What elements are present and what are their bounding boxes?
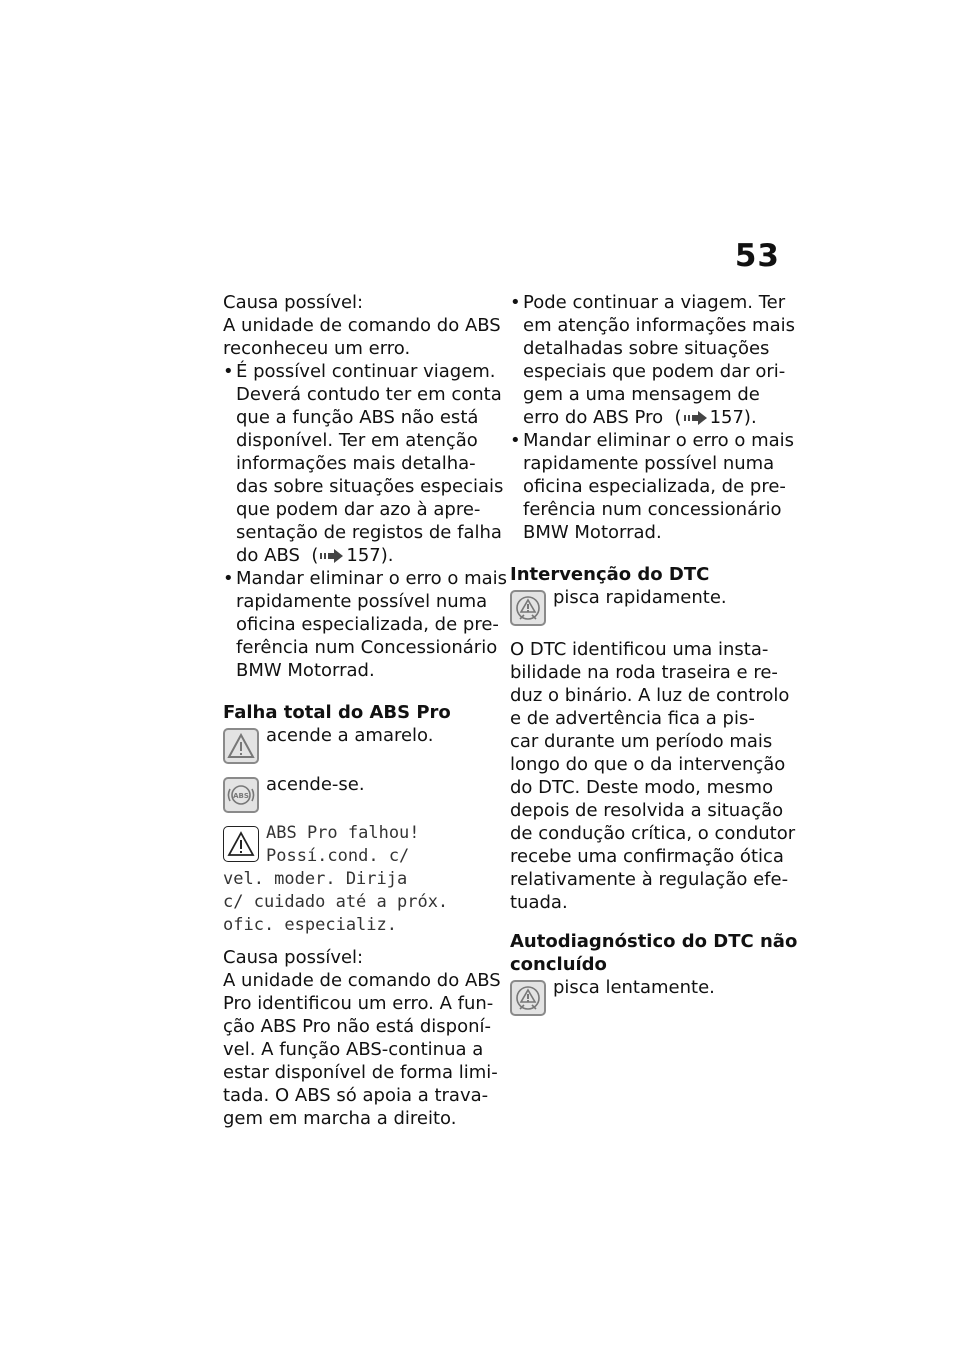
cause-description: A unidade de comando do ABS reconheceu um erro. bbox=[223, 315, 501, 359]
bullet-can-continue: • Pode continuar a viagem. Ter em atenção informações mais detalhadas sobre situações especiais que podem dar ori- gem a uma mensagem de erro do ABS Pro ( 157). bbox=[510, 292, 795, 428]
warning-light-text: acende a amarelo. bbox=[266, 725, 434, 746]
warning-light-row bbox=[223, 724, 495, 764]
display-message-header: ABS Pro falhou! Possí.cond. c/ bbox=[223, 822, 495, 868]
section-heading-dtc-intervention: Intervenção do DTC bbox=[510, 564, 710, 585]
page-ref-arrow-icon bbox=[320, 549, 344, 563]
abs-light-icon bbox=[223, 777, 259, 813]
section-heading-dtc-self-diagnosis: Autodiagnóstico do DTC não concluído bbox=[510, 931, 798, 975]
display-message: ABS Pro falhou! Possí.cond. c/ vel. moder. Dirija c/ cuidado até a próx. ofic. especializ. bbox=[223, 822, 495, 937]
bullet-dot-icon: • bbox=[510, 430, 521, 451]
bullet-dot-icon: • bbox=[223, 568, 234, 589]
bullet-dot-icon: • bbox=[510, 292, 521, 313]
general-warning-light-icon bbox=[223, 728, 259, 764]
bullet-continue-journey: • É possível continuar viagem. Deverá contudo ter em conta que a função ABS não está disponível. Ter em atenção informações mais detalha- das sobre situações especiais que podem dar azo à apre- sentação de registos de falha do ABS ( 157). bbox=[223, 361, 504, 566]
page-reference[interactable]: erro do ABS Pro ( 157). bbox=[523, 407, 757, 428]
left-column bbox=[223, 291, 508, 1130]
abs-light-text: acende-se. bbox=[266, 774, 365, 795]
dtc-fast-text: pisca rapidamente. bbox=[553, 587, 727, 608]
right-column bbox=[510, 291, 798, 1016]
bullet-eliminate-error-right: • Mandar eliminar o erro o mais rapidamente possível numa oficina especializada, de pre- ferência num concessionário BMW Motorrad. bbox=[510, 430, 795, 543]
dtc-description: O DTC identificou uma insta- bilidade na roda traseira e re- duz o binário. A luz de controlo e de advertência fica a pis- car durante um período mais longo do que o da intervenção do DTC. Deste modo, mesmo depois de resolvida a situação de condução crítica, o condutor recebe uma confirmação ótica relativamente à regulação efe- tuada. bbox=[510, 639, 796, 913]
dtc-fast-row bbox=[510, 586, 782, 626]
bullet-dot-icon: • bbox=[223, 361, 234, 382]
abs-light-row bbox=[223, 773, 495, 813]
cause-label-2: Causa possível: bbox=[223, 947, 364, 968]
section-heading-abs-pro-failure: Falha total do ABS Pro bbox=[223, 702, 451, 723]
svg-text:ABS: ABS bbox=[233, 792, 249, 800]
dtc-light-icon bbox=[510, 590, 546, 626]
page-ref-arrow-icon bbox=[684, 411, 708, 425]
dtc-slow-text: pisca lentamente. bbox=[553, 977, 715, 998]
cause-description-2: A unidade de comando do ABS Pro identificou um erro. A fun- ção ABS Pro não está disponí- vel. A função ABS-continua a estar disponível de forma limi- tada. O ABS só apoia a trava- gem em marcha a direito. bbox=[223, 970, 501, 1129]
page-number: 53 bbox=[734, 238, 780, 274]
warning-triangle-icon bbox=[223, 826, 259, 862]
dtc-light-icon bbox=[510, 980, 546, 1016]
dtc-slow-row bbox=[510, 976, 782, 1016]
bullet-eliminate-error: • Mandar eliminar o erro o mais rapidamente possível numa oficina especializada, de pre- ferência num Concessionário BMW Motorrad. bbox=[223, 568, 508, 681]
page-reference[interactable]: do ABS ( 157). bbox=[236, 545, 394, 566]
cause-label: Causa possível: bbox=[223, 292, 364, 313]
